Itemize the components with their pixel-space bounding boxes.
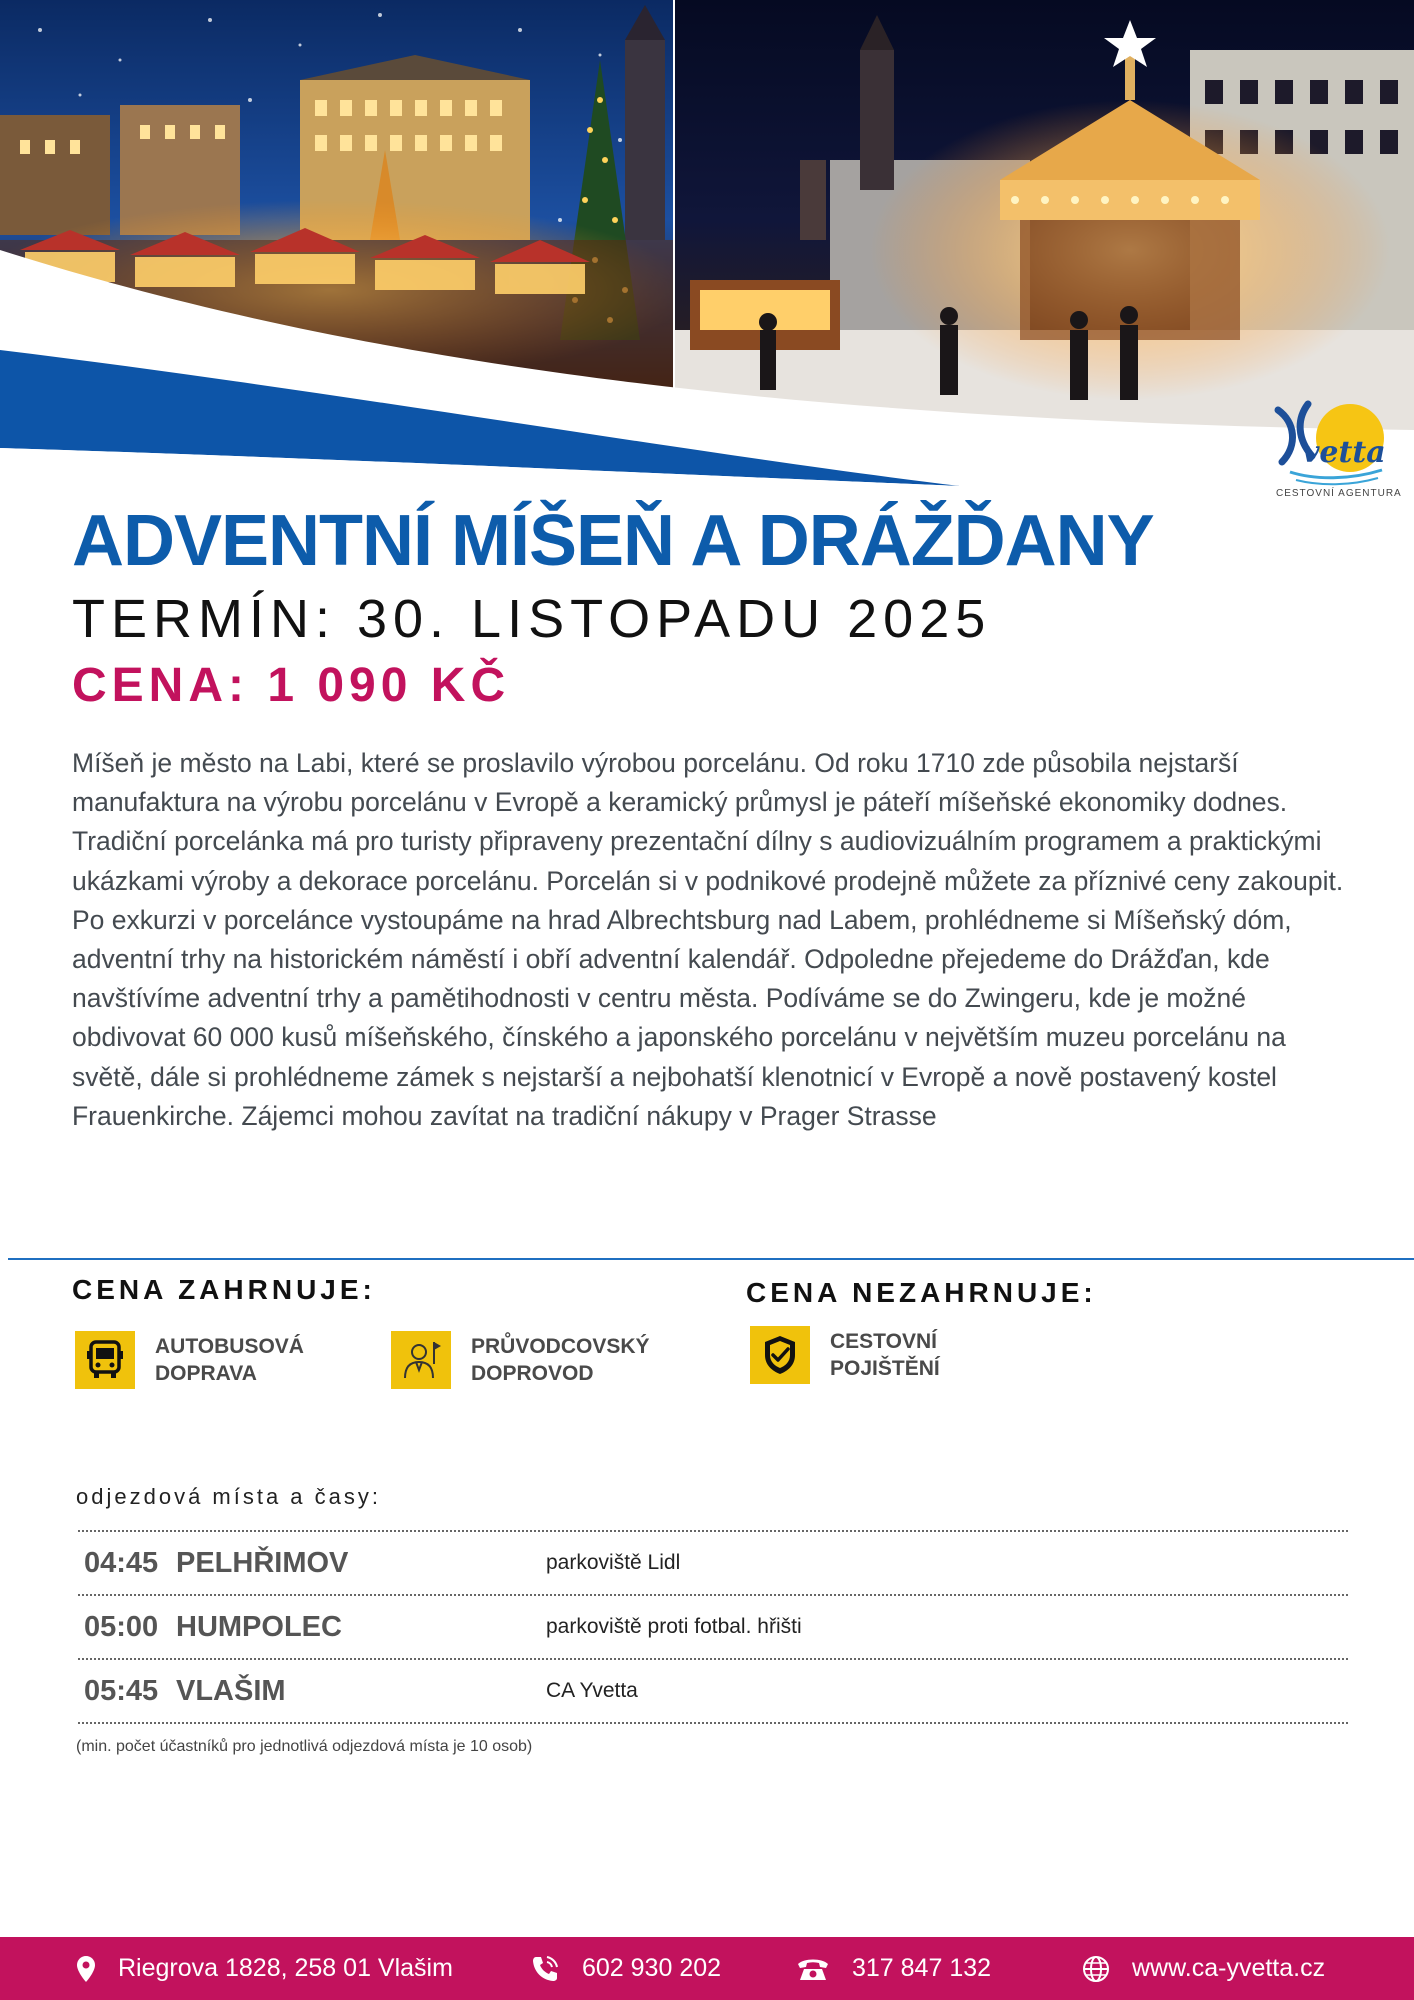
footer-bar <box>0 1937 1414 2000</box>
departure-time: 05:00 <box>84 1610 159 1643</box>
logo-wordmark: vetta <box>1302 435 1386 470</box>
hero-photos <box>0 0 1414 500</box>
footer-phone-text: 317 847 132 <box>852 1954 992 1982</box>
departure-time: 04:45 <box>84 1546 159 1579</box>
shield-check-icon <box>750 1326 810 1384</box>
bus-icon <box>75 1331 135 1389</box>
table-row <box>78 1596 1348 1660</box>
departures-note: (min. počet účastníků pro jednotlivá odjezdová místa je 10 osob) <box>76 1738 533 1755</box>
includes-item-label: AUTOBUSOVÁ DOPRAVA <box>155 1335 304 1385</box>
footer-address <box>76 1937 453 2000</box>
includes-heading: CENA ZAHRNUJE: <box>72 1274 376 1305</box>
phone-call-icon <box>530 1954 560 1984</box>
excludes-heading: CENA NEZAHRNUJE: <box>746 1277 1097 1308</box>
footer-address-text: Riegrova 1828, 258 01 Vlašim <box>118 1954 453 1982</box>
departure-city: HUMPOLEC <box>176 1610 342 1643</box>
footer-mobile-text: 602 930 202 <box>582 1954 722 1982</box>
includes-item-label: PRŮVODCOVSKÝ DOPROVOD <box>471 1335 650 1385</box>
table-row <box>78 1532 1348 1596</box>
departures-heading: odjezdová místa a časy: <box>76 1484 382 1509</box>
excludes-item-insurance <box>750 1326 940 1384</box>
footer-phone[interactable] <box>796 1937 991 2000</box>
footer-web[interactable] <box>1082 1937 1325 2000</box>
departures-table <box>78 1530 1348 1724</box>
departure-place: CA Yvetta <box>546 1679 638 1702</box>
includes-item-bus <box>75 1331 304 1389</box>
trip-date: TERMÍN: 30. LISTOPADU 2025 <box>72 589 992 649</box>
map-pin-icon <box>76 1955 96 1983</box>
trip-description: Míšeň je město na Labi, které se proslavilo výrobou porcelánu. Od roku 1710 zde působila nejstarší manufaktura na výrobu porcelánu v Evropě a keramický průmysl je páteří míšeňské ekonomiky dodnes. Tradiční porcelánka má pro turisty připraveny prezentační dílny s audiovizuálním programem a praktickými ukázkami výroby a dekorace porcelánu. Porcelán si v podnikové prodejně můžete za příznivé ceny zakoupit. Po exkurzi v porcelánce vystoupáme na hrad Albrechtsburg nad Labem, prohlédneme si Míšeňský dóm, adventní trhy na historickém náměstí i obří adventní kalendář. Odpoledne přejedeme do Drážďan, kde navštívíme adventní trhy a pamětihodnosti v centru města. Podíváme se do Zwingeru, kde je možné obdivovat 60 000 kusů míšeňského, čínského a japonského porcelánu v největším muzeu porcelánu na světě, dále si prohlédneme zámek s nejstarší a nejbohatší klenotnicí v Evropě a nově postavený kostel Frauenkirche. Zájemci mohou zavítat na tradiční nákupy v Prager Strasse <box>72 748 1344 1131</box>
footer-mobile[interactable] <box>530 1937 721 2000</box>
includes-item-guide <box>391 1331 650 1389</box>
departure-place: parkoviště proti fotbal. hřišti <box>546 1615 802 1638</box>
telephone-icon <box>796 1956 830 1982</box>
section-divider <box>8 1258 1414 1260</box>
globe-icon <box>1082 1955 1110 1983</box>
guide-icon <box>391 1331 451 1389</box>
departure-city: VLAŠIM <box>176 1674 286 1707</box>
table-row <box>78 1660 1348 1724</box>
page-title: ADVENTNÍ MÍŠEŇ A DRÁŽĎANY <box>72 501 1154 581</box>
departure-time: 05:45 <box>84 1674 159 1707</box>
footer-web-text: www.ca-yvetta.cz <box>1132 1954 1326 1982</box>
trip-price: CENA: 1 090 KČ <box>72 659 511 712</box>
departure-place: parkoviště Lidl <box>546 1551 681 1574</box>
excludes-item-label: CESTOVNÍ POJIŠTĚNÍ <box>830 1330 940 1380</box>
logo-tagline: CESTOVNÍ AGENTURA <box>1276 488 1402 499</box>
departure-city: PELHŘIMOV <box>176 1546 349 1579</box>
